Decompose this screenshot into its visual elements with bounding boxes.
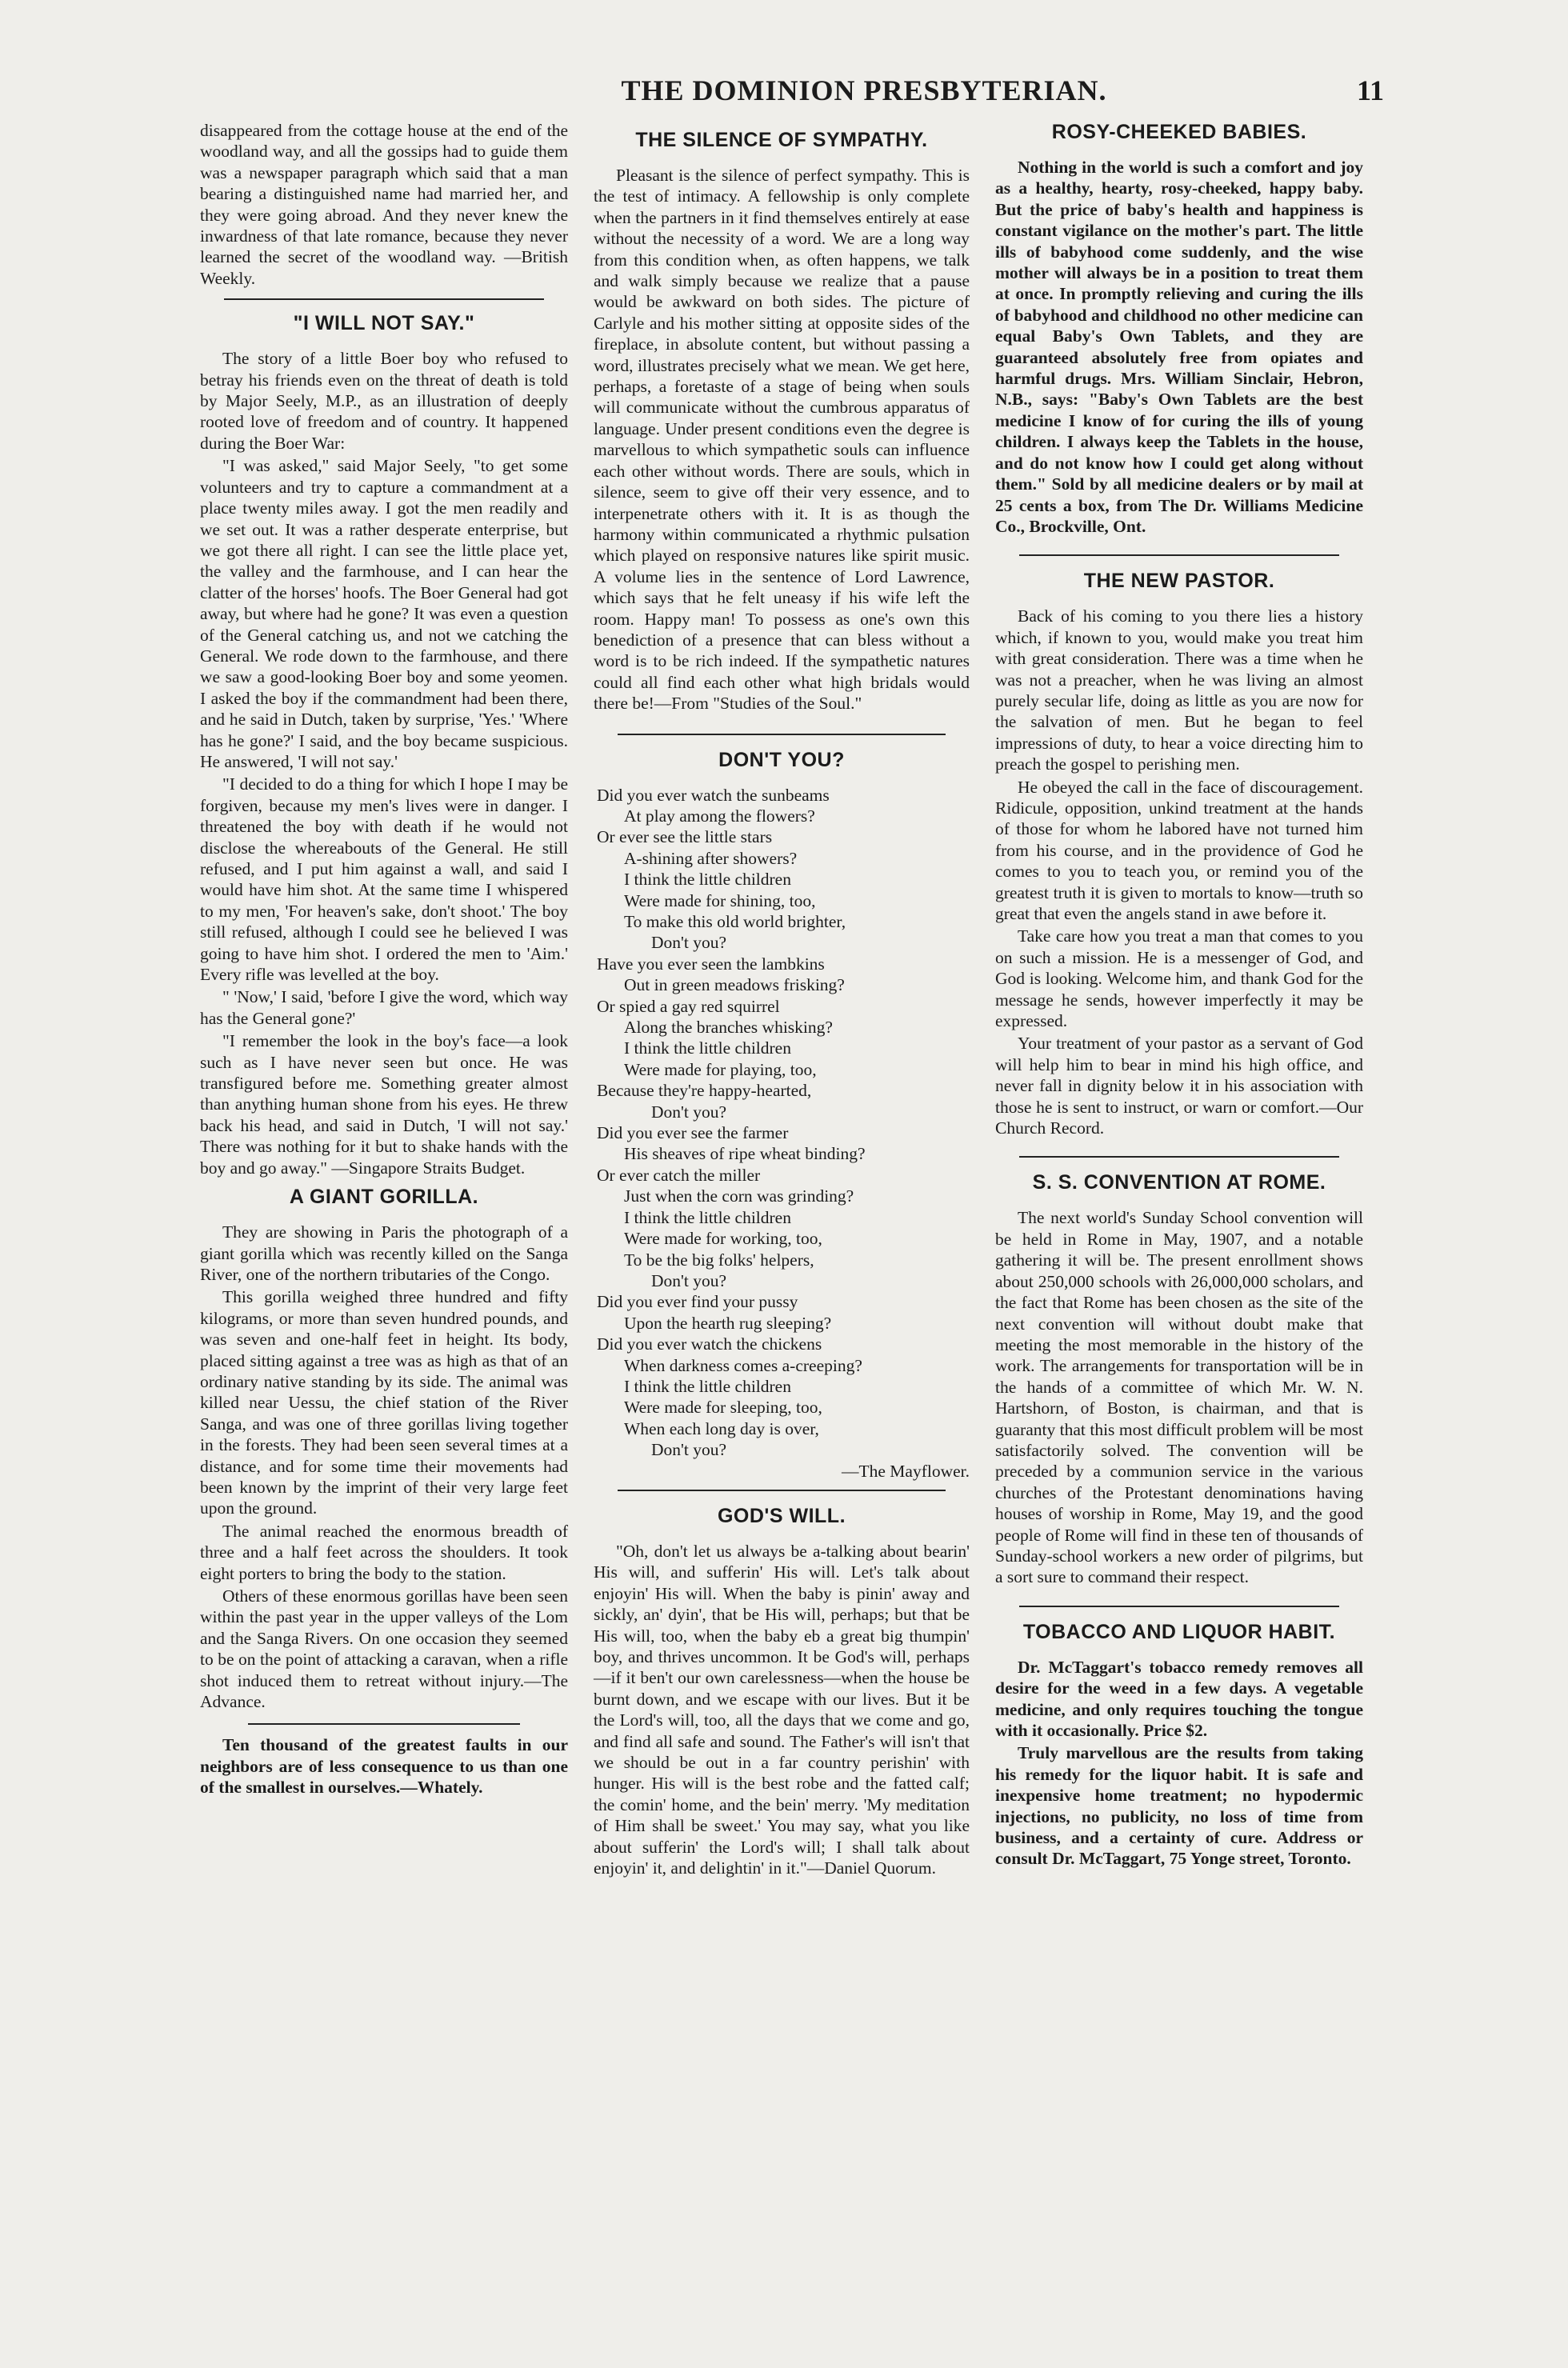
poem-title-dont-you: DON'T YOU? bbox=[718, 748, 845, 771]
paper-title: THE DOMINION PRESBYTERIAN. bbox=[621, 74, 1107, 106]
column-right bbox=[995, 120, 1363, 1871]
poem-line: Were made for sleeping, too, bbox=[624, 1398, 822, 1418]
paragraph: They are showing in Paris the photograph of a giant gorilla which was recently killed on the Sanga River, one of the northern tributaries of the Congo. bbox=[200, 1222, 568, 1284]
column-middle bbox=[594, 128, 970, 1880]
poem-line: Or ever see the little stars bbox=[597, 827, 773, 847]
paragraph: "I remember the look in the boy's face—a look such as I have never seen but once. He was transfigured before me. Something greater almost than anything human shone from his eyes. He threw back his head, and said in Dutch, 'I will not say.' There was nothing for it but to shake hands with the boy and go away." —Singapore Straits Budget. bbox=[200, 1031, 568, 1178]
article-title-silence-of-sympathy: THE SILENCE OF SYMPATHY. bbox=[635, 129, 928, 151]
article-i-will-not-say bbox=[200, 348, 568, 1178]
article-title-new-pastor: THE NEW PASTOR. bbox=[1083, 570, 1275, 593]
divider bbox=[618, 1490, 946, 1491]
poem-line: Did you ever find your pussy bbox=[597, 1292, 798, 1312]
paragraph: He obeyed the call in the face of discouragement. Ridicule, opposition, unkind treatment at the hands of those for whom he labored have not turned him from his course, and in the providence of God he comes to you to teach you, or remind you of the greatest truth it is given to mortals to know—truth so great that even the angels stand in awe before it. bbox=[995, 777, 1363, 923]
poem-line: Don't you? bbox=[651, 1102, 727, 1122]
paragraph: The animal reached the enormous breadth of three and a half feet across the shoulders. It took eight porters to bring the body to the station. bbox=[200, 1521, 568, 1583]
poem-line: Did you ever watch the chickens bbox=[597, 1334, 822, 1354]
article-title-giant-gorilla: A GIANT GORILLA. bbox=[289, 1186, 479, 1209]
article-title-i-will-not-say: "I WILL NOT SAY." bbox=[293, 312, 475, 335]
poem-line: At play among the flowers? bbox=[624, 806, 815, 826]
masthead bbox=[200, 74, 1384, 112]
poem-line: A-shining after showers? bbox=[624, 848, 798, 868]
poem-line: Just when the corn was grinding? bbox=[624, 1186, 854, 1206]
poem-line: Did you ever see the farmer bbox=[597, 1123, 789, 1143]
divider bbox=[1019, 554, 1339, 556]
poem-line: Along the branches whisking? bbox=[624, 1018, 833, 1038]
divider bbox=[248, 1723, 520, 1725]
article-title-ss-convention: S. S. CONVENTION AT ROME. bbox=[1032, 1171, 1326, 1194]
paragraph: " 'Now,' I said, 'before I give the word, which way has the General gone?' bbox=[200, 987, 568, 1028]
poem-line: Have you ever seen the lambkins bbox=[597, 954, 825, 974]
paragraph: The next world's Sunday School convention will be held in Rome in May, 1907, and a notable gathering it will be. The present enrollment shows about 250,000 schools with 26,000,000 scholars, and the fact that Rome has been chosen as the site of the next convention will without doubt make that meeting the most memorable in the history of the work. The arrangements for transportation will be in the hands of a committee of which Mr. W. N. Hartshorn, of Boston, is chairman, and that is guaranty that this most difficult problem will be most satisfactorily solved. The convention will be preceded by a communion service in the various churches of the Protestant denominations having houses of worship in Rome, May 19, and the good people of Rome will find in these ten of thousands of Sunday-school workers a new order of pilgrims, but a sort sure to command their respect. bbox=[995, 1208, 1363, 1587]
paragraph: "Oh, don't let us always be a-talking about bearin' His will, and sufferin' His will. Let's talk about enjoyin' His will. When the baby is pinin' away and sickly, an' dyin', that be His will, perhaps; but that be His will, too, when the baby eb a great big thumpin' boy, and thrives uncommon. It be God's will, perhaps—if it ben't our own carelessness—when the house be burnt down, and we escape with our lives. But it be the Lord's will, too, all the days that we come and go, and find all safe and sound. The Father's will isn't that we should be out in a far country perishin' with hunger. His will is the best robe and the fatted calf; the comin' home, and the bein' merry. 'My meditation of Him shall be sweet.' You may say, what you like about sufferin' the Lord's will; I shall talk about enjoyin' it, and delightin' in it."—Daniel Quorum. bbox=[594, 1541, 970, 1878]
poem-line: Were made for working, too, bbox=[624, 1229, 822, 1249]
divider bbox=[1019, 1606, 1339, 1607]
poem-line: Did you ever watch the sunbeams bbox=[597, 785, 830, 805]
poem-line: His sheaves of ripe wheat binding? bbox=[624, 1144, 866, 1164]
paragraph: The story of a little Boer boy who refused to betray his friends even on the threat of death is told by Major Seely, M.P., as an illustration of deeply rooted love of freedom and of country. It happened during the Boer War: bbox=[200, 349, 568, 453]
paragraph: Others of these enormous gorillas have been seen within the past year in the upper valleys of the Lom and the Sanga Rivers. On one occasion they seemed to be on the point of attacking a caravan, when a rifle shot induced them to retreat without injury.—The Advance. bbox=[200, 1586, 568, 1712]
poem-line: Or spied a gay red squirrel bbox=[597, 996, 780, 1016]
paragraph: "I was asked," said Major Seely, "to get some volunteers and try to capture a commandment at a place twenty miles away. I got the men readily and we set out. It was a rather desperate enterprise, but we got there all right. I can see the little place yet, the valley and the farmhouse, and I can hear the clatter of the horses' hoofs. The Boer General had got away, but where had he gone? It was even a question of the General catching us, and not we catching the General. We rode down to the farmhouse, and there we saw a good-looking Boer boy and some yeomen. I asked the boy if the commandment had been there, and he said in Dutch, taken by surprise, 'Yes.' 'Where has he gone?' I said, and the boy became suspicious. He answered, 'I will not say.' bbox=[200, 456, 568, 771]
poem-line: Or ever catch the miller bbox=[597, 1165, 761, 1185]
article-continuation: disappeared from the cottage house at the end of the woodland way, and all the gossips had to guide them was a newspaper paragraph which said that a man bearing a distinguished name had married her, and they were going abroad. And they never knew the inwardness of that late romance, because they never learned the secret of the woodland way. —British Weekly. bbox=[200, 121, 568, 288]
poem-line: To make this old world brighter, bbox=[624, 912, 846, 931]
poem-line: Out in green meadows frisking? bbox=[624, 975, 845, 995]
poem-line: When darkness comes a-creeping? bbox=[624, 1355, 862, 1375]
poem-dont-you bbox=[594, 785, 970, 1461]
advertisement-mctaggart bbox=[995, 1657, 1363, 1870]
paragraph: Nothing in the world is such a comfort and joy as a healthy, hearty, rosy-cheeked, happy baby. But the price of baby's health and happiness is constant vigilance on the mother's part. The little ills of babyhood come suddenly, and the wise mother will always be in a position to treat them at once. In promptly relieving and curing the ills of babyhood and childhood no other medicine can equal Baby's Own Tablets, and they are guaranteed absolutely free from opiates and harmful drugs. Mrs. William Sinclair, Hebron, N.B., says: "Baby's Own Tablets are the best medicine I know of for curing the ills of young children. I always keep the Tablets in the house, and do not know how I could get along without them." Sold by all medicine dealers or by mail at 25 cents a box, from The Dr. Williams Medicine Co., Brockville, Ont. bbox=[995, 158, 1363, 536]
article-title-tobacco-liquor: TOBACCO AND LIQUOR HABIT. bbox=[1022, 1620, 1336, 1643]
column-left bbox=[200, 120, 568, 1800]
poem-citation: —The Mayflower. bbox=[841, 1461, 970, 1481]
paragraph: This gorilla weighed three hundred and fifty kilograms, or more than seven hundred pounds, and was seven and one-half feet in height. Its body, placed sitting against a tree was as high as that of an ordinary native standing by its side. The animal was killed near Uessu, the chief station of the River Sanga, and was one of three gorillas living together in the forests. They had been seen several times at a distance, and for some time their movements had been known by the imprint of their very large feet upon the ground. bbox=[200, 1287, 568, 1518]
poem-line: Don't you? bbox=[651, 933, 727, 953]
paragraph: Truly marvellous are the results from taking his remedy for the liquor habit. It is safe and inexpensive home treatment; no hypodermic injections, no publicity, no loss of time from business, and a certainty of cure. Address or consult Dr. McTaggart, 75 Yonge street, Toronto. bbox=[995, 1743, 1363, 1869]
article-title-rosy-cheeked-babies: ROSY-CHEEKED BABIES. bbox=[1051, 121, 1307, 143]
quote-whately: Ten thousand of the greatest faults in our neighbors are of less consequence to us than one of the smallest in ourselves.—Whately. bbox=[200, 1735, 568, 1798]
page-number: 11 bbox=[1356, 74, 1384, 106]
poem-line: Upon the hearth rug sleeping? bbox=[624, 1313, 832, 1333]
poem-line: I think the little children bbox=[624, 1207, 791, 1227]
paragraph: Take care how you treat a man that comes to you on such a mission. He is a messenger of God, and God is looking. Welcome him, and thank God for the message he sends, however imperfectly it may be expressed. bbox=[995, 926, 1363, 1031]
poem-line: I think the little children bbox=[624, 1376, 791, 1396]
divider bbox=[618, 734, 946, 735]
poem-line: Don't you? bbox=[651, 1270, 727, 1290]
paragraph: Back of his coming to you there lies a history which, if known to you, would make you treat him with great consideration. There was a time when he was not a preacher, when he was living an almost purely secular life, doing as little as you are now for the salvation of men. But he began to feel impressions of duty, to hear a voice directing him to preach the gospel to perishing men. bbox=[995, 606, 1363, 774]
paragraph: Dr. McTaggart's tobacco remedy removes all desire for the weed in a few days. A vegetable medicine, and only requires touching the tongue with it occasionally. Price $2. bbox=[995, 1657, 1363, 1740]
poem-line: When each long day is over, bbox=[624, 1418, 819, 1438]
poem-line: Don't you? bbox=[651, 1440, 727, 1460]
poem-line: Because they're happy-hearted, bbox=[597, 1081, 812, 1101]
article-title-gods-will: GOD'S WILL. bbox=[717, 1504, 846, 1527]
poem-line: I think the little children bbox=[624, 870, 791, 890]
paragraph: Your treatment of your pastor as a servant of God will help him to bear in mind his high office, and never fall in dignity below it in his association with those he is sent to instruct, or warn or comfort.—Our Church Record. bbox=[995, 1034, 1363, 1138]
divider bbox=[1019, 1156, 1339, 1158]
paragraph: Pleasant is the silence of perfect sympathy. This is the test of intimacy. A fellowship is only complete when the partners in it find themselves entirely at ease without the necessity of a word. We are a long way from this condition when, as often happens, we talk and walk simply because we realize that a pause would be awkward on both sides. The picture of Carlyle and his mother sitting at opposite sides of the fireplace, in absolute content, but without passing a word, illustrates precisely what we mean. We get here, perhaps, a foretaste of a stage of being when souls will communicate without the cumbrous apparatus of language. Under present conditions even the degree is marvellous to which sympathetic souls can influence each other without words. There are souls, which in silence, seem to give off their very essence, and to interpenetrate others with it. It is as though the harmony within communicated a rhythmic pulsation which played on responsive natures like spirit music. A volume lies in the sentence of Lord Lawrence, which says that he felt uneasy if his wife left the room. Happy man! To possess as one's own this benediction of a presence that can bless without a word is to be rich indeed. If the sympathetic natures could all find each other what high bridals would there be!—From "Studies of the Soul." bbox=[594, 166, 970, 714]
paragraph: "I decided to do a thing for which I hope I may be forgiven, because my men's lives were in danger. I threatened the boy with death if he would not disclose the whereabouts of the General. He still refused, and I put him against a wall, and said I would have him shot. At the same time I whispered to my men, 'For heaven's sake, don't shoot.' The boy still refused, although I could see he believed I was going to have him shot. I ordered the men to 'Aim.' Every rifle was levelled at the boy. bbox=[200, 774, 568, 985]
poem-line: Were made for shining, too, bbox=[624, 890, 816, 910]
poem-line: Were made for playing, too, bbox=[624, 1059, 817, 1079]
poem-line: I think the little children bbox=[624, 1038, 791, 1058]
divider bbox=[224, 298, 544, 300]
article-giant-gorilla bbox=[200, 1222, 568, 1712]
poem-line: To be the big folks' helpers, bbox=[624, 1250, 814, 1270]
